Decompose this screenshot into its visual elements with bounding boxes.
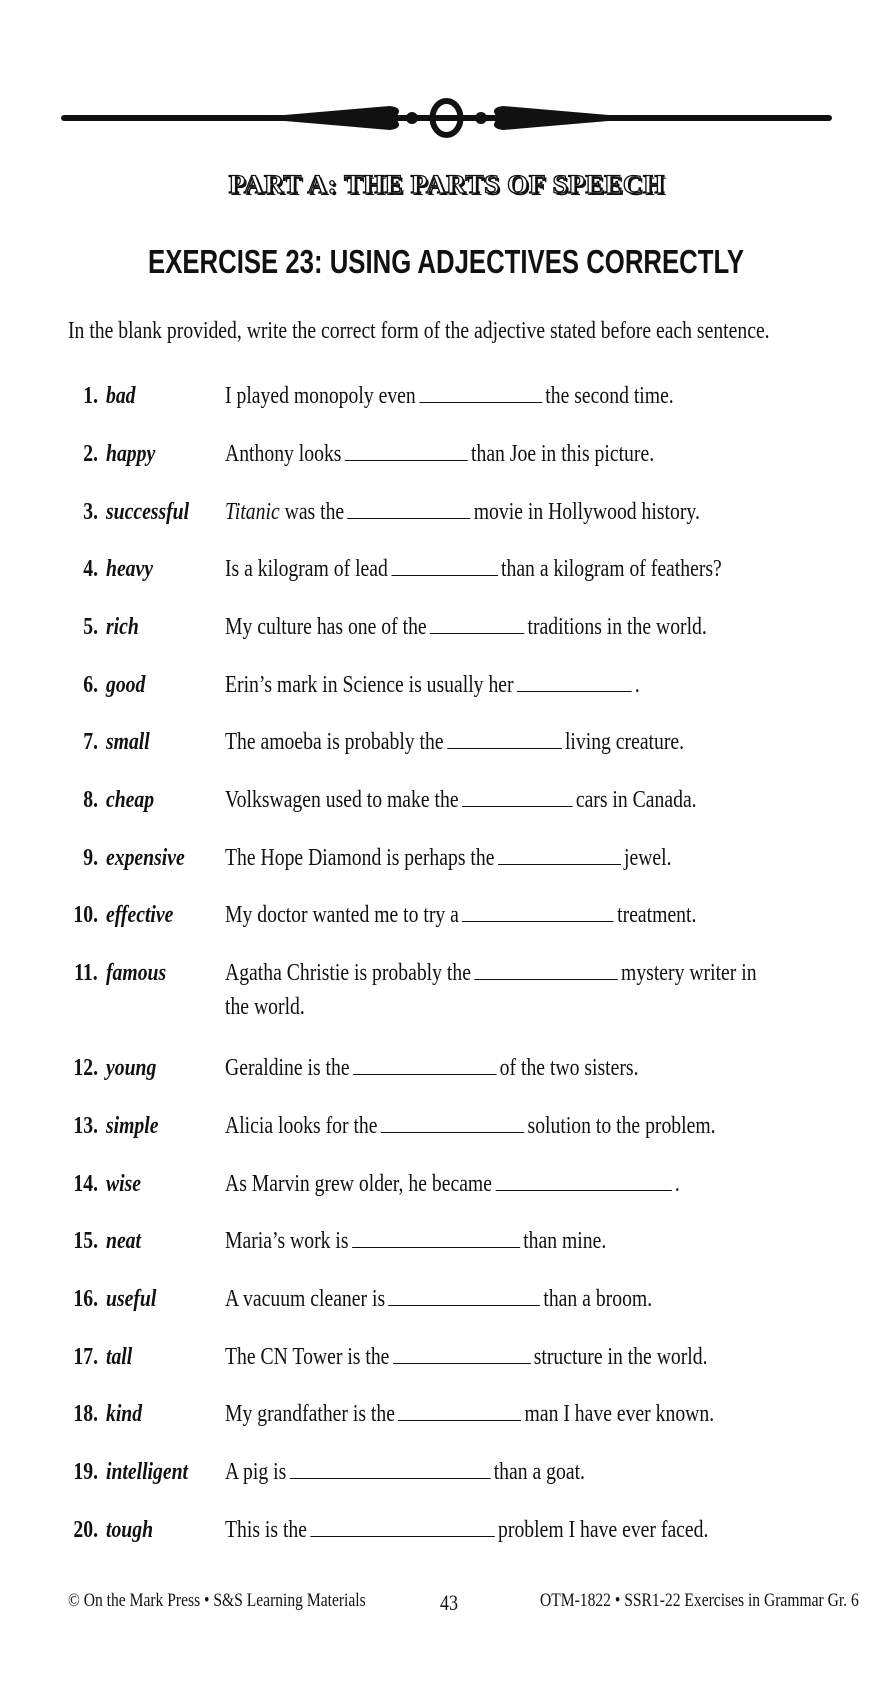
answer-blank[interactable] — [419, 382, 542, 403]
sentence-after: man I have ever known. — [524, 1401, 715, 1427]
sentence-before: My doctor wanted me to try a — [225, 902, 459, 928]
sentence-after: . — [634, 672, 640, 698]
sentence-before: This is the — [225, 1517, 307, 1543]
sentence — [225, 1513, 885, 1547]
sentence — [225, 495, 885, 529]
answer-blank[interactable] — [352, 1227, 520, 1248]
sentence-after: jewel. — [624, 845, 672, 871]
answer-blank[interactable] — [498, 844, 621, 865]
sentence-after: the second time. — [545, 383, 674, 409]
sentence-before: As Marvin grew older, he became — [225, 1171, 492, 1197]
sentence-after: mystery writer in — [621, 960, 757, 986]
item-number: 16. — [73, 1286, 98, 1312]
page-number: 43 — [440, 1590, 459, 1615]
answer-blank[interactable] — [347, 498, 470, 519]
sentence — [225, 1167, 885, 1201]
sentence-emphasis: Titanic — [225, 499, 280, 525]
answer-blank[interactable] — [290, 1458, 491, 1479]
answer-blank[interactable] — [474, 959, 618, 980]
sentence-before: Alicia looks for the — [225, 1113, 378, 1139]
sentence — [225, 437, 885, 471]
item-number: 17. — [73, 1344, 98, 1370]
answer-blank[interactable] — [398, 1400, 521, 1421]
sentence-after: of the two sisters. — [499, 1055, 639, 1081]
sentence-before: Erin’s mark in Science is usually her — [225, 672, 514, 698]
sentence-before: was the — [284, 499, 345, 525]
adjective-prompt: heavy — [106, 556, 153, 582]
item-number: 14. — [73, 1171, 98, 1197]
answer-blank[interactable] — [447, 728, 562, 749]
exercise-title: EXERCISE 23: USING ADJECTIVES CORRECTLY — [148, 243, 745, 280]
sentence — [225, 552, 885, 586]
adjective-prompt: effective — [106, 902, 174, 928]
item-number: 12. — [73, 1055, 98, 1081]
item-number: 2. — [83, 441, 98, 467]
answer-blank[interactable] — [430, 613, 524, 634]
footer-publisher: © On the Mark Press • S&S Learning Materials — [68, 1590, 366, 1611]
adjective-prompt: rich — [106, 614, 139, 640]
instructions: In the blank provided, write the correct form of the adjective stated before each sentence. — [68, 318, 770, 344]
answer-blank[interactable] — [391, 555, 498, 576]
sentence-before: Anthony looks — [225, 441, 342, 467]
adjective-prompt: successful — [106, 499, 190, 525]
sentence-before: A vacuum cleaner is — [225, 1286, 386, 1312]
sentence-before: The Hope Diamond is perhaps the — [225, 845, 495, 871]
answer-blank[interactable] — [345, 440, 468, 461]
sentence — [225, 1224, 885, 1258]
sentence — [225, 898, 885, 932]
sentence-before: A pig is — [225, 1459, 287, 1485]
adjective-prompt: expensive — [106, 845, 185, 871]
item-number: 6. — [83, 672, 98, 698]
sentence-before: I played monopoly even — [225, 383, 416, 409]
sentence-after: than Joe in this picture. — [471, 441, 655, 467]
sentence — [225, 1051, 885, 1085]
adjective-prompt: kind — [106, 1401, 143, 1427]
answer-blank[interactable] — [393, 1343, 531, 1364]
item-number: 8. — [83, 787, 98, 813]
sentence — [225, 1282, 885, 1316]
sentence-after: than a kilogram of feathers? — [501, 556, 722, 582]
answer-blank[interactable] — [462, 901, 614, 922]
item-number: 18. — [73, 1401, 98, 1427]
ornamental-divider — [60, 96, 833, 140]
item-number: 11. — [74, 960, 98, 986]
sentence-before: Geraldine is the — [225, 1055, 350, 1081]
item-number: 3. — [83, 499, 98, 525]
adjective-prompt: cheap — [106, 787, 155, 813]
sentence-before: Maria’s work is — [225, 1228, 349, 1254]
answer-blank[interactable] — [353, 1054, 497, 1075]
sentence-after: treatment. — [617, 902, 697, 928]
item-number: 7. — [83, 729, 98, 755]
adjective-prompt: neat — [106, 1228, 141, 1254]
sentence-after: problem I have ever faced. — [498, 1517, 709, 1543]
sentence-after: movie in Hollywood history. — [473, 499, 700, 525]
part-title: PART A: THE PARTS OF SPEECH — [228, 170, 665, 199]
item-number: 15. — [73, 1228, 98, 1254]
sentence-after: traditions in the world. — [527, 614, 707, 640]
adjective-prompt: happy — [106, 441, 156, 467]
sentence-after: structure in the world. — [533, 1344, 708, 1370]
sentence-before: Is a kilogram of lead — [225, 556, 388, 582]
answer-blank[interactable] — [381, 1112, 525, 1133]
sentence-before: The CN Tower is the — [225, 1344, 390, 1370]
sentence-after: than a goat. — [493, 1459, 585, 1485]
sentence-after: . — [674, 1171, 680, 1197]
sentence-after: than mine. — [523, 1228, 607, 1254]
sentence-before: Agatha Christie is probably the — [225, 960, 471, 986]
adjective-prompt: intelligent — [106, 1459, 189, 1485]
adjective-prompt: good — [106, 672, 146, 698]
answer-blank[interactable] — [388, 1285, 540, 1306]
item-number: 4. — [83, 556, 98, 582]
sentence — [225, 379, 885, 413]
adjective-prompt: simple — [106, 1113, 159, 1139]
adjective-prompt: wise — [106, 1171, 141, 1197]
item-number: 13. — [73, 1113, 98, 1139]
sentence — [225, 725, 885, 759]
item-number: 10. — [73, 902, 98, 928]
sentence — [225, 841, 885, 875]
answer-blank[interactable] — [517, 671, 632, 692]
sentence-after: cars in Canada. — [575, 787, 697, 813]
adjective-prompt: tall — [106, 1344, 133, 1370]
sentence — [225, 783, 885, 817]
adjective-prompt: famous — [106, 960, 167, 986]
item-number: 20. — [73, 1517, 98, 1543]
adjective-prompt: small — [106, 729, 150, 755]
adjective-prompt: young — [106, 1055, 157, 1081]
sentence-before: My grandfather is the — [225, 1401, 395, 1427]
sentence — [225, 1397, 885, 1431]
item-number: 19. — [73, 1459, 98, 1485]
item-number: 1. — [83, 383, 98, 409]
answer-blank[interactable] — [495, 1170, 671, 1191]
sentence — [225, 610, 885, 644]
answer-blank[interactable] — [462, 786, 573, 807]
adjective-prompt: bad — [106, 383, 136, 409]
sentence — [225, 956, 885, 1024]
sentence-continued: the world. — [225, 994, 305, 1020]
sentence-after: living creature. — [564, 729, 685, 755]
sentence-after: than a broom. — [543, 1286, 653, 1312]
answer-blank[interactable] — [310, 1516, 495, 1537]
sentence-before: My culture has one of the — [225, 614, 427, 640]
sentence-before: The amoeba is probably the — [225, 729, 444, 755]
sentence-after: solution to the problem. — [527, 1113, 716, 1139]
sentence — [225, 668, 885, 702]
adjective-prompt: useful — [106, 1286, 157, 1312]
sentence — [225, 1340, 885, 1374]
item-number: 9. — [83, 845, 98, 871]
item-number: 5. — [83, 614, 98, 640]
footer-book-code: OTM-1822 • SSR1-22 Exercises in Grammar Gr. 6 — [540, 1590, 859, 1611]
adjective-prompt: tough — [106, 1517, 154, 1543]
sentence — [225, 1455, 885, 1489]
sentence — [225, 1109, 885, 1143]
sentence-before: Volkswagen used to make the — [225, 787, 459, 813]
